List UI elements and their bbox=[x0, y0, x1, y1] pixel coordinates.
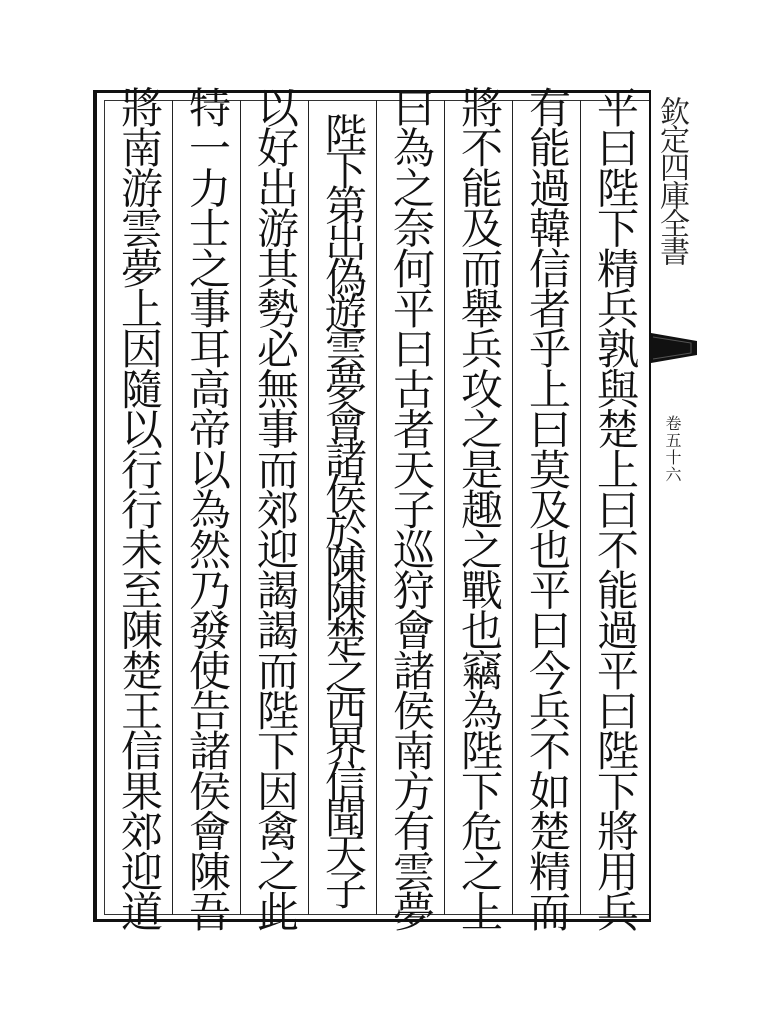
text-column-4: 曰為之奈何平曰古者天子巡狩會諸侯南方有雲夢 bbox=[387, 85, 436, 931]
text-column-2: 有能過韓信者乎上曰莫及也平曰今兵不如楚精而 bbox=[523, 85, 572, 931]
column-rule bbox=[172, 100, 173, 915]
text-column-5: 陛下第出偽遊雲夢會諸侯於陳陳楚之西界信聞天子 bbox=[319, 112, 368, 904]
column-rule bbox=[376, 100, 377, 915]
column-rule bbox=[240, 100, 241, 915]
text-column-1: 平曰陛下精兵孰與楚上曰不能過平曰陛下將用兵 bbox=[591, 85, 640, 931]
column-rule bbox=[512, 100, 513, 915]
text-column-8: 將南游雲夢上因隨以行行未至陳楚王信果郊迎道 bbox=[115, 85, 164, 931]
column-rule bbox=[308, 100, 309, 915]
text-column-7: 特一力士之事耳高帝以為然乃發使告諸侯會陳吾 bbox=[183, 85, 232, 931]
text-column-6: 以好出游其勢必無事而郊迎謁謁而陛下因禽之此 bbox=[251, 85, 300, 931]
banxin-juan-number: 卷五十六 bbox=[663, 415, 682, 483]
banxin-title: 欽定四庫全書 bbox=[654, 96, 689, 264]
column-rule bbox=[580, 100, 581, 915]
column-rule bbox=[444, 100, 445, 915]
text-column-3: 將不能及而舉兵攻之是趣之戰也竊為陛下危之上 bbox=[455, 85, 504, 931]
fishtail-mark-icon bbox=[651, 333, 697, 363]
